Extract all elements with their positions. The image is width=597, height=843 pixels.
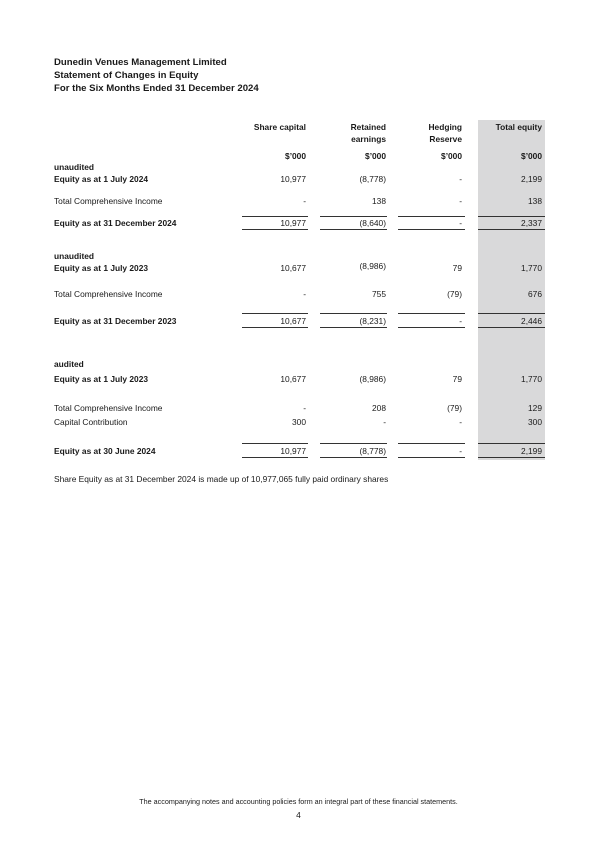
total-rule <box>242 229 308 230</box>
total-rule <box>242 327 308 328</box>
col-total-equity-header: Total equity <box>495 122 542 132</box>
section-tag: unaudited <box>54 251 95 261</box>
cell-total-equity: 129 <box>528 403 542 413</box>
cell-share-capital: 10,977 <box>280 446 306 456</box>
page-number: 4 <box>296 810 301 820</box>
col-share-capital-header: Share capital <box>253 122 306 132</box>
cell-share-capital: - <box>303 196 306 206</box>
cell-hedging-reserve: - <box>459 196 462 206</box>
cell-retained-earnings: - <box>383 417 386 427</box>
cell-total-equity: 676 <box>528 289 542 299</box>
cell-total-equity: 2,337 <box>521 218 542 228</box>
cell-total-equity: 2,199 <box>521 446 542 456</box>
unit-share-capital: $’000 <box>285 151 306 161</box>
cell-retained-earnings: 208 <box>372 403 386 413</box>
row-label: Equity as at 1 July 2023 <box>54 263 149 273</box>
subtotal-rule <box>478 216 545 217</box>
cell-total-equity: 138 <box>528 196 542 206</box>
total-equity-shade-3 <box>478 330 545 460</box>
cell-share-capital: 10,977 <box>280 218 306 228</box>
cell-share-capital: 10,677 <box>280 374 306 384</box>
statement-period: For the Six Months Ended 31 December 2024 <box>54 83 259 94</box>
cell-hedging-reserve: - <box>459 218 462 228</box>
row-label: Total Comprehensive Income <box>54 289 163 299</box>
company-name: Dunedin Venues Management Limited <box>54 57 227 68</box>
subtotal-rule <box>320 216 387 217</box>
cell-share-capital: 10,977 <box>280 174 306 184</box>
row-label: Equity as at 1 July 2024 <box>54 174 149 184</box>
cell-hedging-reserve: 79 <box>452 263 462 273</box>
subtotal-rule <box>242 443 308 444</box>
row-label: Equity as at 30 June 2024 <box>54 446 156 456</box>
footer-note: The accompanying notes and accounting policies form an integral part of these financial statements. <box>139 797 458 806</box>
cell-retained-earnings: (8,778) <box>359 174 386 184</box>
cell-share-capital: 10,677 <box>280 263 306 273</box>
subtotal-rule <box>320 443 387 444</box>
cell-hedging-reserve: - <box>459 316 462 326</box>
cell-share-capital: 10,677 <box>280 316 306 326</box>
total-rule <box>320 327 387 328</box>
subtotal-rule <box>242 313 308 314</box>
row-label: Equity as at 1 July 2023 <box>54 374 149 384</box>
cell-retained-earnings: 138 <box>372 196 386 206</box>
statement-title: Statement of Changes in Equity <box>54 70 199 81</box>
subtotal-rule <box>478 313 545 314</box>
cell-retained-earnings: (8,778) <box>359 446 386 456</box>
cell-share-capital: - <box>303 289 306 299</box>
cell-hedging-reserve: (79) <box>447 289 462 299</box>
subtotal-rule <box>398 443 465 444</box>
total-rule <box>242 457 308 458</box>
unit-retained-earnings: $’000 <box>365 151 386 161</box>
subtotal-rule <box>242 216 308 217</box>
subtotal-rule <box>320 313 387 314</box>
total-rule <box>320 229 387 230</box>
col-hedging-reserve-header: Hedging Reserve <box>428 122 462 144</box>
cell-hedging-reserve: 79 <box>452 374 462 384</box>
row-label: Capital Contribution <box>54 417 128 427</box>
total-rule <box>478 229 545 230</box>
row-label: Equity as at 31 December 2023 <box>54 316 177 326</box>
row-label: Total Comprehensive Income <box>54 403 163 413</box>
section-tag: audited <box>54 359 84 369</box>
cell-retained-earnings: (8,986) <box>359 374 386 384</box>
subtotal-rule <box>478 443 545 444</box>
total-rule <box>398 229 465 230</box>
share-equity-note: Share Equity as at 31 December 2024 is made up of 10,977,065 fully paid ordinary shares <box>54 474 389 484</box>
cell-share-capital: 300 <box>292 417 306 427</box>
total-rule <box>398 327 465 328</box>
cell-retained-earnings: (8,640) <box>359 218 386 228</box>
row-label: Total Comprehensive Income <box>54 196 163 206</box>
cell-share-capital: - <box>303 403 306 413</box>
section-tag: unaudited <box>54 162 95 172</box>
cell-total-equity: 1,770 <box>521 263 542 273</box>
cell-retained-earnings: (8,231) <box>359 316 386 326</box>
unit-hedging-reserve: $’000 <box>441 151 462 161</box>
total-rule <box>398 457 465 458</box>
cell-total-equity: 2,199 <box>521 174 542 184</box>
subtotal-rule <box>398 313 465 314</box>
cell-hedging-reserve: - <box>459 446 462 456</box>
cell-hedging-reserve: (79) <box>447 403 462 413</box>
cell-total-equity: 300 <box>528 417 542 427</box>
col-retained-earnings-header: Retained earnings <box>350 122 386 144</box>
cell-retained-earnings: (8,986) <box>359 261 386 271</box>
cell-hedging-reserve: - <box>459 174 462 184</box>
row-label: Equity as at 31 December 2024 <box>54 218 177 228</box>
total-rule <box>320 457 387 458</box>
unit-total-equity: $’000 <box>521 151 542 161</box>
cell-total-equity: 1,770 <box>521 374 542 384</box>
cell-retained-earnings: 755 <box>372 289 386 299</box>
total-rule <box>478 327 545 328</box>
subtotal-rule <box>398 216 465 217</box>
cell-hedging-reserve: - <box>459 417 462 427</box>
cell-total-equity: 2,446 <box>521 316 542 326</box>
total-rule <box>478 457 545 458</box>
